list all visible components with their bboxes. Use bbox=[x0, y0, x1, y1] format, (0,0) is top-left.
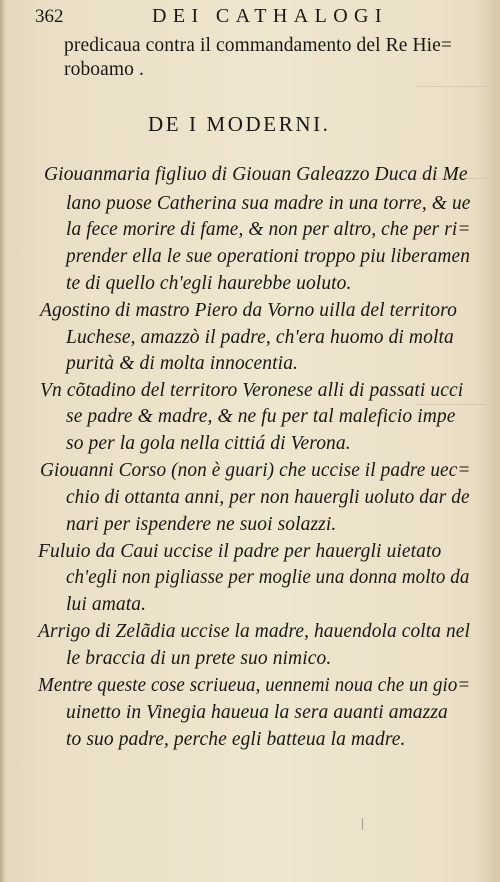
ink-mark bbox=[362, 818, 363, 830]
text-line: predicaua contra il commandamento del Re Hie= bbox=[64, 35, 453, 56]
text-line: lui amata. bbox=[66, 594, 147, 615]
text-line: la fece morire di fame, & non per altro, che per ri= bbox=[66, 219, 471, 240]
text-line: Arrigo di Zelãdia uccise la madre, hauendola colta nel bbox=[38, 621, 471, 642]
text-line: te di quello ch'egli haurebbe uoluto. bbox=[66, 273, 352, 294]
text-line: Fuluio da Caui uccise il padre per hauergli uietato bbox=[38, 541, 442, 562]
bleed-through-mark bbox=[416, 404, 486, 405]
text-line: purità & di molta innocentia. bbox=[66, 353, 299, 374]
text-line: se padre & madre, & ne fu per tal maleficio impe bbox=[66, 406, 456, 427]
text-line: Vn cõtadino del territoro Veronese alli di passati ucci bbox=[40, 380, 464, 401]
text-line: prender ella le sue operationi troppo piu liberamen bbox=[66, 246, 471, 267]
text-line: Luchese, amazzò il padre, ch'era huomo di molta bbox=[66, 327, 454, 348]
text-line: nari per ispendere ne suoi solazzi. bbox=[66, 514, 337, 535]
text-line: roboamo . bbox=[64, 59, 144, 80]
text-line: Giouanmaria figliuo di Giouan Galeazzo Duca di Me bbox=[44, 164, 468, 185]
text-line: Mentre queste cose scriueua, uennemi noua che un gio= bbox=[38, 675, 471, 696]
page-number: 362 bbox=[35, 6, 64, 27]
text-line: Giouanni Corso (non è guari) che uccise il padre uec= bbox=[40, 460, 471, 481]
text-line: chio di ottanta anni, per non hauergli uoluto dar de bbox=[66, 487, 470, 508]
section-heading: DE I MODERNI. bbox=[148, 112, 331, 136]
text-line: ch'egli non pigliasse per moglie una donna molto da bbox=[66, 567, 470, 588]
text-line: to suo padre, perche egli batteua la madre. bbox=[66, 729, 406, 750]
bleed-through-mark bbox=[416, 86, 486, 87]
text-line: lano puose Catherina sua madre in una torre, & ue bbox=[66, 193, 471, 214]
running-head: DEI CATHALOGI bbox=[152, 5, 388, 27]
text-line: so per la gola nella cittiá di Verona. bbox=[66, 433, 351, 454]
text-line: le braccia di un prete suo nimico. bbox=[66, 648, 332, 669]
text-line: uinetto in Vinegia haueua la sera auanti amazza bbox=[66, 702, 448, 723]
text-line: Agostino di mastro Piero da Vorno uilla del territoro bbox=[40, 300, 457, 321]
